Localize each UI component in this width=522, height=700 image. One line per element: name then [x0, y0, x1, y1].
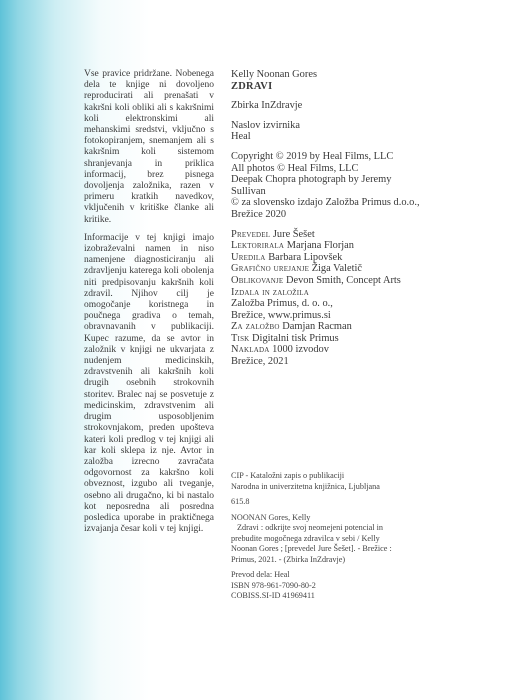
credit-role: Prevedel	[231, 228, 271, 240]
credit-print	[231, 333, 471, 345]
author-name: Kelly Noonan Gores	[231, 69, 317, 80]
isbn: ISBN 978-961-7090-80-2	[231, 580, 316, 590]
series-block	[231, 100, 471, 112]
cip-footer-line: Prevod dela: Heal	[231, 570, 290, 579]
copyright-line: Sullivan	[231, 185, 266, 197]
cip-record	[231, 471, 471, 607]
series-name: Zbirka InZdravje	[231, 100, 303, 112]
credit-role: Tisk	[231, 332, 250, 344]
copyright-line: Brežice 2020	[231, 208, 287, 220]
credit-name: Barbara Lipovšek	[268, 251, 343, 263]
cip-entry	[231, 513, 471, 566]
credit-name: Jure Šešet	[272, 228, 315, 240]
credit-name: Marjana Florjan	[286, 240, 354, 252]
copyright-line: Copyright © 2019 by Heal Films, LLC	[231, 150, 394, 162]
cip-entry-line: Primus, 2021. - (Zbirka InZdravje)	[231, 554, 346, 564]
copyright-line: Deepak Chopra photograph by Jeremy	[231, 174, 392, 186]
credit-name: Damjan Racman	[282, 321, 352, 333]
credit-role: Uredila	[231, 251, 266, 263]
cip-entry-line: Noonan Gores ; [prevedel Jure Šešet]. - Brežice :	[231, 544, 392, 553]
publisher-line: Založba Primus, d. o. o.,	[231, 298, 333, 310]
publisher-line: Brežice, www.primus.si	[231, 309, 331, 321]
credit-role: Naklada	[231, 344, 270, 356]
credit-name: Digitalni tisk Primus	[252, 332, 339, 344]
credit-layout	[231, 263, 471, 275]
credit-design	[231, 275, 471, 287]
cip-entry-line: NOONAN Gores, Kelly	[231, 512, 311, 522]
cip-entry-line: prebudite mogočnega zdravilca v sebi / Kelly	[231, 533, 380, 543]
credit-run	[231, 344, 471, 356]
title-block	[231, 69, 471, 92]
credits-block	[231, 229, 471, 368]
credit-name: Devon Smith, Concept Arts	[285, 274, 401, 286]
credit-role: Oblikovanje	[231, 274, 284, 286]
book-title: ZDRAVI	[231, 80, 273, 92]
copyright-line: All photos © Heal Films, LLC	[231, 162, 359, 174]
original-title-label: Naslov izvirnika	[231, 119, 300, 131]
credit-name: 1000 izvodov	[272, 344, 329, 356]
credit-proofreader	[231, 240, 471, 252]
credit-editor	[231, 252, 471, 264]
copyright-line: © za slovensko izdajo Založba Primus d.o.o.,	[231, 197, 420, 209]
cip-header-line: Narodna in univerzitetna knjižnica, Ljubljana	[231, 481, 380, 491]
cip-entry-line: Zdravi : odkrijte svoj neomejeni potencial in	[237, 523, 383, 532]
cip-footer	[231, 570, 471, 602]
credit-role: Grafično urejanje	[231, 263, 310, 275]
cip-udk	[231, 497, 471, 508]
credit-name: Žiga Valetič	[311, 263, 362, 275]
cip-header	[231, 471, 471, 492]
original-title-block	[231, 120, 471, 143]
credit-for-publisher	[231, 321, 471, 333]
legal-notice-column	[84, 69, 214, 542]
cip-header-line: CIP - Kataložni zapis o publikaciji	[231, 471, 345, 480]
cobiss-id: COBISS.SI-ID 41969411	[231, 591, 315, 600]
original-title: Heal	[231, 131, 251, 143]
publisher-label: Izdala in založila	[231, 286, 309, 298]
copyright-block	[231, 151, 471, 221]
credit-role: Za založbo	[231, 321, 280, 333]
imprint-column	[231, 69, 471, 376]
udk-number: 615.8	[231, 497, 250, 506]
print-place: Brežice, 2021	[231, 356, 289, 368]
credit-role: Lektorirala	[231, 240, 285, 252]
rights-reserved-paragraph: Vse pravice pridržane. Nobenega dela te knjige ni dovoljeno reproducirati ali prenašati v kakršni koli obliki ali s kakršnimi koli elektronskimi ali mehanskimi sredstvi, vključno s fotokopiranjem, snemanjem ali s kakršnim koli sistemom shranjevanja in priklica informacij, brez pisnega dovoljenja založnika, razen v primeru kratkih navedkov, vključenih v kritiške članke ali kritike.	[84, 69, 214, 225]
disclaimer-paragraph: Informacije v tej knjigi imajo izobraževalni namen in niso namenjene diagnosticiranju ali zdravljenju katerega koli obolenja niti predpisovanju kakršnih koli zdravil. Njihov cilj je omogočanje koristnega in poučnega gradiva o temah, obravnavanih v publikaciji. Kupec razume, da se avtor in založnik v knjigi ne ukvarjata z nudenjem medicinskih, zdravstvenih ali kakršnih koli drugih osebnih strokovnih storitev. Bralec naj se posvetuje z medicinskim, zdravstvenim ali drugim usposobljenim strokovnjakom, preden upošteva kateri koli predlog v tej knjigi ali kar koli sklepa iz nje. Avtor in založba izrecno zavračata odgovornost za kakršno koli obveznost, izgubo ali tveganje, osebno ali drugačno, ki bi nastalo kot neposredna ali posredna posledica uporabe in praktičnega izvajanja česar koli v tej knjigi.	[84, 232, 214, 535]
credit-translator	[231, 229, 471, 241]
